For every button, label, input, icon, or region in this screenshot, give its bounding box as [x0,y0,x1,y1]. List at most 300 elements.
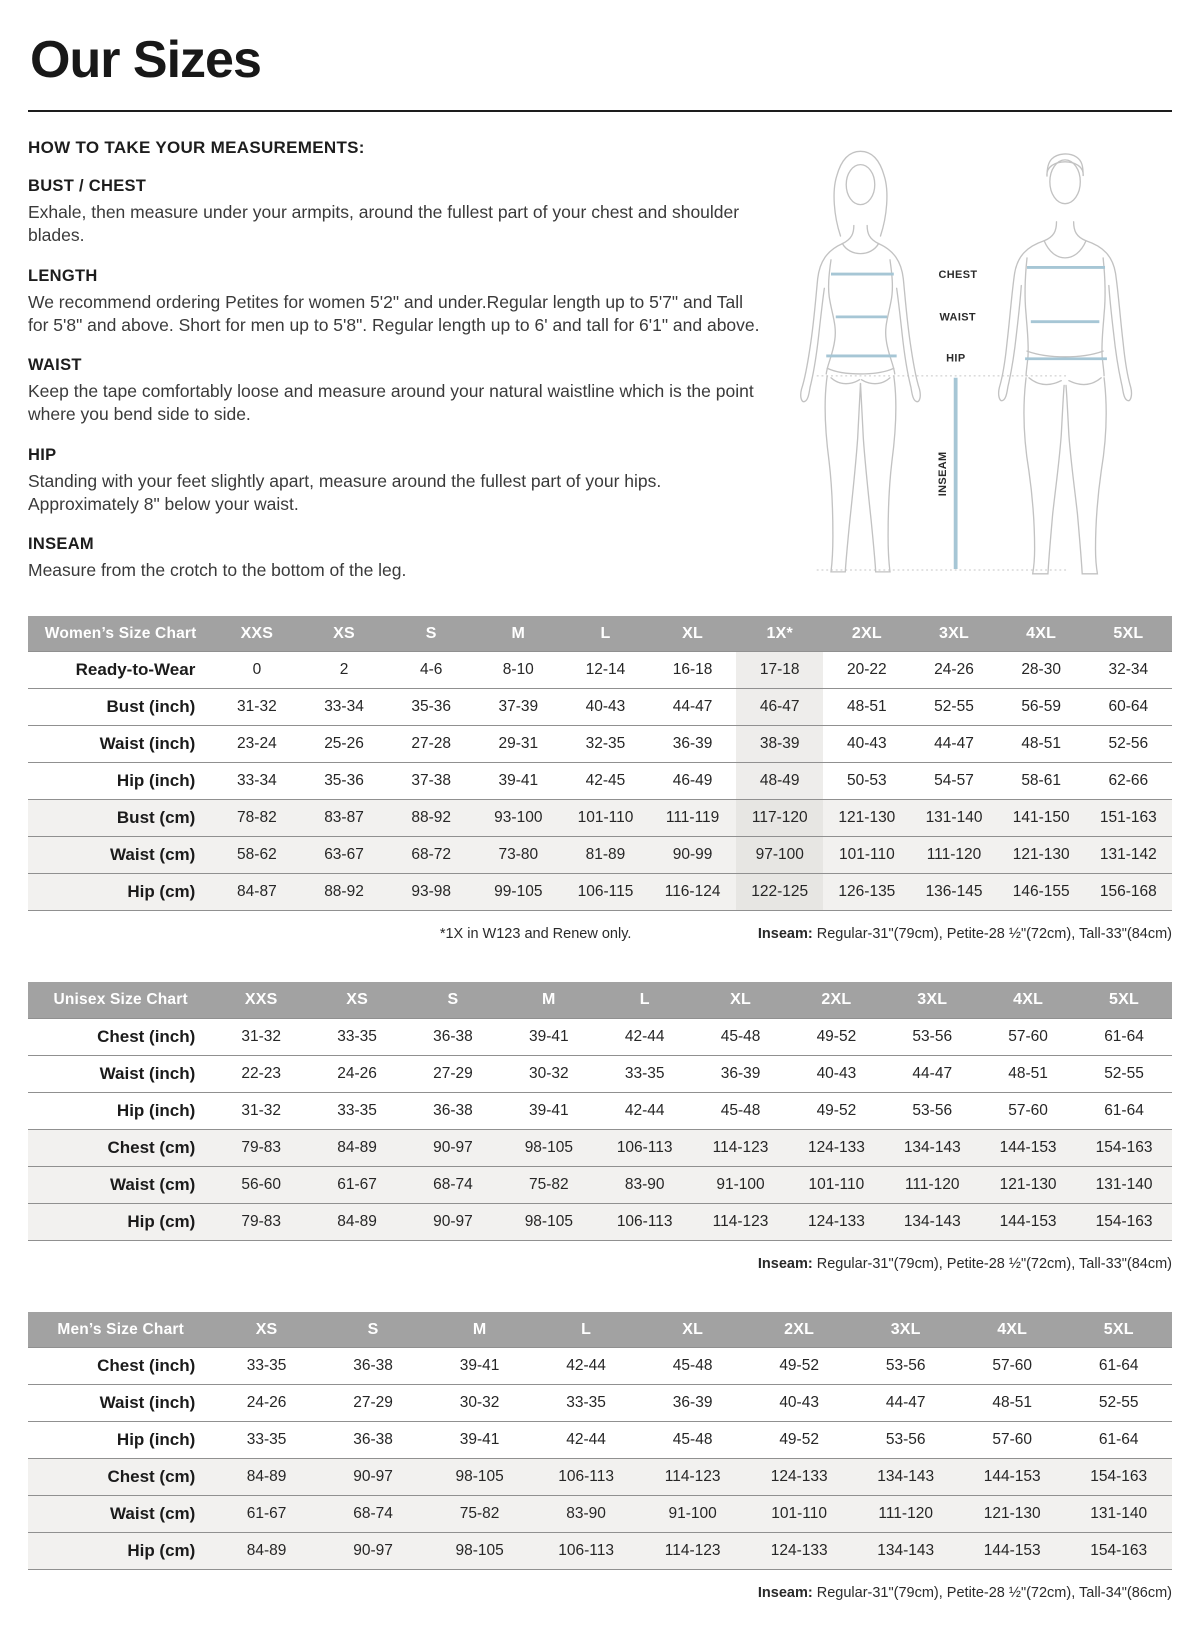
size-cell: 0 [213,652,300,689]
size-cell: 124-133 [746,1459,853,1496]
size-column-header: S [405,982,501,1018]
size-cell: 12-14 [562,652,649,689]
size-cell: 62-66 [1085,763,1172,800]
size-cell: 25-26 [300,726,387,763]
size-cell: 122-125 [736,874,823,911]
size-cell: 84-89 [309,1203,405,1240]
size-cell: 90-97 [405,1203,501,1240]
size-column-header: 2XL [788,982,884,1018]
size-cell: 90-97 [405,1129,501,1166]
section-body: Exhale, then measure under your armpits, around the fullest part of your chest and shoulder blades. [28,202,740,246]
table-row [28,689,1172,726]
row-label: Waist (cm) [28,1166,213,1203]
male-figure [999,154,1132,574]
size-cell: 46-47 [736,689,823,726]
size-cell: 53-56 [852,1422,959,1459]
section-heading: LENGTH [28,266,98,285]
size-cell: 136-145 [910,874,997,911]
size-cell: 42-45 [562,763,649,800]
size-column-header: 5XL [1065,1312,1172,1348]
size-cell: 39-41 [501,1092,597,1129]
size-cell: 46-49 [649,763,736,800]
size-cell: 121-130 [980,1166,1076,1203]
size-cell: 44-47 [910,726,997,763]
table-row [28,1203,1172,1240]
size-cell: 30-32 [426,1385,533,1422]
size-cell: 156-168 [1085,874,1172,911]
size-cell: 56-59 [998,689,1085,726]
size-column-header: XL [649,616,736,652]
size-cell: 63-67 [300,837,387,874]
size-column-header: 3XL [852,1312,959,1348]
size-column-header: L [562,616,649,652]
table-row [28,1129,1172,1166]
size-cell: 114-123 [639,1533,746,1570]
header-row [28,982,1172,1018]
womens-footnote [28,926,1172,942]
size-cell: 39-41 [501,1018,597,1055]
size-cell: 45-48 [639,1422,746,1459]
size-cell: 52-55 [1065,1385,1172,1422]
size-cell: 61-64 [1065,1422,1172,1459]
size-cell: 114-123 [693,1203,789,1240]
unisex-footnote [28,1256,1172,1272]
size-cell: 68-74 [405,1166,501,1203]
size-cell: 81-89 [562,837,649,874]
row-label: Ready-to-Wear [28,652,213,689]
inseam-note [758,926,1172,942]
size-cell: 33-34 [213,763,300,800]
size-cell: 106-115 [562,874,649,911]
size-column-header: XS [309,982,405,1018]
table-row [28,1533,1172,1570]
size-cell: 61-64 [1076,1092,1172,1129]
inseam-note-text: Regular-31"(79cm), Petite-28 ½"(72cm), Tall-33"(84cm) [812,926,1172,943]
table-row [28,837,1172,874]
size-cell: 35-36 [388,689,475,726]
size-column-header: 2XL [746,1312,853,1348]
size-cell: 83-90 [597,1166,693,1203]
header-row [28,1312,1172,1348]
size-cell: 17-18 [736,652,823,689]
size-column-header: XXS [213,616,300,652]
size-cell: 32-34 [1085,652,1172,689]
row-label: Waist (cm) [28,837,213,874]
row-label: Hip (inch) [28,1422,213,1459]
size-cell: 154-163 [1065,1459,1172,1496]
body-measurement-diagram [772,138,1172,590]
size-cell: 134-143 [884,1129,980,1166]
size-cell: 134-143 [884,1203,980,1240]
size-cell: 101-110 [562,800,649,837]
size-cell: 91-100 [693,1166,789,1203]
size-cell: 27-29 [405,1055,501,1092]
size-cell: 99-105 [475,874,562,911]
section-body: We recommend ordering Petites for women 5'2" and under.Regular length up to 5'7" and Tall for 5'8" and above. Short for men up to 5'8". Regular length up to 6' and tall for 6'1" and above. [28,291,760,335]
size-column-header: 2XL [823,616,910,652]
size-column-header: 5XL [1085,616,1172,652]
size-cell: 106-113 [533,1533,640,1570]
size-cell: 101-110 [788,1166,884,1203]
size-cell: 98-105 [501,1203,597,1240]
size-cell: 144-153 [980,1203,1076,1240]
size-cell: 90-97 [320,1533,427,1570]
size-cell: 36-38 [320,1422,427,1459]
size-cell: 106-113 [533,1459,640,1496]
row-label: Waist (inch) [28,726,213,763]
size-cell: 97-100 [736,837,823,874]
size-cell: 24-26 [910,652,997,689]
size-cell: 144-153 [959,1459,1066,1496]
size-cell: 53-56 [884,1092,980,1129]
size-cell: 44-47 [884,1055,980,1092]
size-cell: 73-80 [475,837,562,874]
size-cell: 45-48 [693,1018,789,1055]
hip-label: HIP [946,352,966,365]
section-body: Measure from the crotch to the bottom of the leg. [28,560,407,581]
size-tables [28,616,1172,1602]
section-body: Standing with your feet slightly apart, measure around the fullest part of your hips. Approximately 8" below your waist. [28,470,662,514]
size-cell: 84-87 [213,874,300,911]
size-cell: 131-142 [1085,837,1172,874]
size-cell: 88-92 [388,800,475,837]
size-cell: 68-74 [320,1496,427,1533]
mens-size-table [28,1312,1172,1571]
row-label: Hip (cm) [28,1533,213,1570]
size-cell: 114-123 [639,1459,746,1496]
size-cell: 49-52 [788,1018,884,1055]
unisex-size-table [28,982,1172,1241]
table-row [28,874,1172,911]
size-cell: 116-124 [649,874,736,911]
size-column-header: L [533,1312,640,1348]
size-column-header: L [597,982,693,1018]
size-cell: 134-143 [852,1459,959,1496]
size-cell: 23-24 [213,726,300,763]
size-column-header: XS [300,616,387,652]
table-row [28,1385,1172,1422]
size-cell: 35-36 [300,763,387,800]
size-cell: 68-72 [388,837,475,874]
size-cell: 2 [300,652,387,689]
size-cell: 134-143 [852,1533,959,1570]
size-cell: 121-130 [959,1496,1066,1533]
size-cell: 29-31 [475,726,562,763]
size-cell: 32-35 [562,726,649,763]
how-to-heading: HOW TO TAKE YOUR MEASUREMENTS: [28,138,365,157]
title-divider [28,110,1172,112]
size-column-header: 5XL [1076,982,1172,1018]
section-heading: BUST / CHEST [28,177,147,195]
size-cell: 16-18 [649,652,736,689]
size-cell: 98-105 [426,1459,533,1496]
inseam-note-text: Regular-31"(79cm), Petite-28 ½"(72cm), Tall-34"(86cm) [812,1585,1172,1602]
size-cell: 146-155 [998,874,1085,911]
size-cell: 39-41 [426,1348,533,1385]
size-cell: 91-100 [639,1496,746,1533]
size-cell: 121-130 [998,837,1085,874]
womens-table-title: Women’s Size Chart [28,616,213,652]
size-cell: 131-140 [1076,1166,1172,1203]
measurement-guide-section [28,138,1172,590]
size-cell: 60-64 [1085,689,1172,726]
size-cell: 111-119 [649,800,736,837]
table-row [28,726,1172,763]
mens-footnote [28,1585,1172,1601]
size-cell: 126-135 [823,874,910,911]
size-cell: 37-39 [475,689,562,726]
size-cell: 33-35 [597,1055,693,1092]
table-row [28,1092,1172,1129]
size-cell: 154-163 [1076,1203,1172,1240]
size-cell: 36-38 [405,1092,501,1129]
size-cell: 8-10 [475,652,562,689]
row-label: Bust (cm) [28,800,213,837]
size-column-header: XXS [213,982,309,1018]
size-cell: 33-35 [533,1385,640,1422]
size-cell: 117-120 [736,800,823,837]
size-column-header: 4XL [959,1312,1066,1348]
size-column-header: M [475,616,562,652]
size-cell: 111-120 [852,1496,959,1533]
size-cell: 33-34 [300,689,387,726]
size-cell: 33-35 [309,1092,405,1129]
section-heading: INSEAM [28,535,94,554]
size-cell: 111-120 [884,1166,980,1203]
table-row [28,1018,1172,1055]
size-cell: 36-39 [693,1055,789,1092]
size-cell: 40-43 [746,1385,853,1422]
size-cell: 56-60 [213,1166,309,1203]
size-cell: 57-60 [959,1348,1066,1385]
row-label: Chest (inch) [28,1018,213,1055]
size-cell: 48-51 [980,1055,1076,1092]
size-cell: 48-51 [998,726,1085,763]
size-column-header: M [426,1312,533,1348]
female-figure [801,151,921,572]
size-cell: 39-41 [426,1422,533,1459]
inseam-note [758,1256,1172,1272]
size-cell: 31-32 [213,1018,309,1055]
size-cell: 53-56 [884,1018,980,1055]
size-cell: 124-133 [788,1203,884,1240]
inseam-note-label: Inseam: [757,1255,813,1272]
size-cell: 49-52 [746,1348,853,1385]
size-cell: 52-55 [1076,1055,1172,1092]
size-cell: 84-89 [213,1533,320,1570]
inseam-note-text: Regular-31"(79cm), Petite-28 ½"(72cm), Tall-33"(84cm) [812,1255,1172,1272]
size-cell: 98-105 [501,1129,597,1166]
size-cell: 131-140 [1065,1496,1172,1533]
size-cell: 101-110 [823,837,910,874]
size-column-header: 4XL [980,982,1076,1018]
size-cell: 154-163 [1076,1129,1172,1166]
size-cell: 57-60 [980,1018,1076,1055]
size-cell: 84-89 [213,1459,320,1496]
footnote-note: *1X in W123 and Renew only. [439,926,632,943]
size-cell: 44-47 [852,1385,959,1422]
inseam-label: INSEAM [937,451,950,497]
row-label: Waist (cm) [28,1496,213,1533]
size-cell: 4-6 [388,652,475,689]
size-column-header: XL [639,1312,746,1348]
size-cell: 144-153 [959,1533,1066,1570]
size-cell: 48-51 [959,1385,1066,1422]
inseam-note-label: Inseam: [757,926,813,943]
chest-label: CHEST [938,268,978,281]
size-cell: 154-163 [1065,1533,1172,1570]
size-cell: 52-55 [910,689,997,726]
size-cell: 33-35 [309,1018,405,1055]
size-cell: 61-64 [1076,1018,1172,1055]
size-cell: 84-89 [309,1129,405,1166]
womens-size-table [28,616,1172,912]
size-cell: 42-44 [597,1092,693,1129]
table-row [28,1348,1172,1385]
size-column-header: 3XL [910,616,997,652]
size-cell: 52-56 [1085,726,1172,763]
size-cell: 83-87 [300,800,387,837]
size-cell: 90-97 [320,1459,427,1496]
table-row [28,652,1172,689]
size-cell: 37-38 [388,763,475,800]
row-label: Hip (inch) [28,1092,213,1129]
size-cell: 42-44 [533,1348,640,1385]
size-cell: 36-38 [320,1348,427,1385]
size-cell: 61-67 [213,1496,320,1533]
size-cell: 61-64 [1065,1348,1172,1385]
size-cell: 98-105 [426,1533,533,1570]
row-label: Hip (inch) [28,763,213,800]
size-cell: 90-99 [649,837,736,874]
size-cell: 33-35 [213,1422,320,1459]
size-cell: 75-82 [501,1166,597,1203]
size-cell: 27-28 [388,726,475,763]
size-cell: 75-82 [426,1496,533,1533]
size-cell: 78-82 [213,800,300,837]
table-row [28,800,1172,837]
size-cell: 24-26 [213,1385,320,1422]
page-title: Our Sizes [30,31,261,89]
row-label: Chest (inch) [28,1348,213,1385]
size-column-header: M [501,982,597,1018]
size-cell: 53-56 [852,1348,959,1385]
size-cell: 49-52 [788,1092,884,1129]
size-cell: 106-113 [597,1129,693,1166]
size-cell: 22-23 [213,1055,309,1092]
size-cell: 44-47 [649,689,736,726]
size-cell: 114-123 [693,1129,789,1166]
size-cell: 79-83 [213,1203,309,1240]
waist-label: WAIST [939,311,977,324]
size-cell: 36-39 [649,726,736,763]
size-cell: 31-32 [213,1092,309,1129]
mens-table-title: Men’s Size Chart [28,1312,213,1348]
size-cell: 58-61 [998,763,1085,800]
size-cell: 31-32 [213,689,300,726]
row-label: Bust (inch) [28,689,213,726]
size-cell: 101-110 [746,1496,853,1533]
inseam-note-label: Inseam: [757,1585,813,1602]
size-cell: 42-44 [597,1018,693,1055]
size-cell: 50-53 [823,763,910,800]
size-cell: 40-43 [788,1055,884,1092]
row-label: Hip (cm) [28,874,213,911]
size-cell: 54-57 [910,763,997,800]
size-cell: 57-60 [980,1092,1076,1129]
size-cell: 27-29 [320,1385,427,1422]
size-cell: 106-113 [597,1203,693,1240]
row-label: Chest (cm) [28,1459,213,1496]
size-column-header: XL [693,982,789,1018]
size-cell: 88-92 [300,874,387,911]
size-column-header: XS [213,1312,320,1348]
size-column-header: 4XL [998,616,1085,652]
size-cell: 20-22 [823,652,910,689]
size-cell: 151-163 [1085,800,1172,837]
size-cell: 36-38 [405,1018,501,1055]
section-body: Keep the tape comfortably loose and measure around your natural waistline which is the point where you bend side to side. [28,381,754,425]
table-row [28,1422,1172,1459]
table-row [28,1496,1172,1533]
size-cell: 42-44 [533,1422,640,1459]
instruction-sections [28,177,762,582]
size-cell: 111-120 [910,837,997,874]
size-cell: 33-35 [213,1348,320,1385]
size-cell: 124-133 [746,1533,853,1570]
table-row [28,1166,1172,1203]
size-cell: 141-150 [998,800,1085,837]
size-cell: 40-43 [562,689,649,726]
row-label: Waist (inch) [28,1055,213,1092]
row-label: Waist (inch) [28,1385,213,1422]
size-column-header: S [320,1312,427,1348]
size-cell: 28-30 [998,652,1085,689]
header-row [28,616,1172,652]
size-cell: 45-48 [693,1092,789,1129]
table-row [28,763,1172,800]
size-cell: 144-153 [980,1129,1076,1166]
size-cell: 57-60 [959,1422,1066,1459]
size-cell: 83-90 [533,1496,640,1533]
size-cell: 40-43 [823,726,910,763]
row-label: Hip (cm) [28,1203,213,1240]
row-label: Chest (cm) [28,1129,213,1166]
unisex-table-title: Unisex Size Chart [28,982,213,1018]
size-cell: 79-83 [213,1129,309,1166]
section-heading: HIP [28,445,57,464]
size-cell: 58-62 [213,837,300,874]
table-row [28,1055,1172,1092]
section-heading: WAIST [28,356,82,375]
size-column-header: S [388,616,475,652]
size-cell: 48-51 [823,689,910,726]
size-cell: 39-41 [475,763,562,800]
size-cell: 36-39 [639,1385,746,1422]
size-cell: 93-100 [475,800,562,837]
size-cell: 49-52 [746,1422,853,1459]
inseam-note [758,1585,1172,1601]
size-cell: 61-67 [309,1166,405,1203]
size-column-header: 3XL [884,982,980,1018]
size-cell: 48-49 [736,763,823,800]
size-cell: 131-140 [910,800,997,837]
size-cell: 121-130 [823,800,910,837]
size-cell: 45-48 [639,1348,746,1385]
size-cell: 30-32 [501,1055,597,1092]
size-cell: 124-133 [788,1129,884,1166]
size-cell: 38-39 [736,726,823,763]
